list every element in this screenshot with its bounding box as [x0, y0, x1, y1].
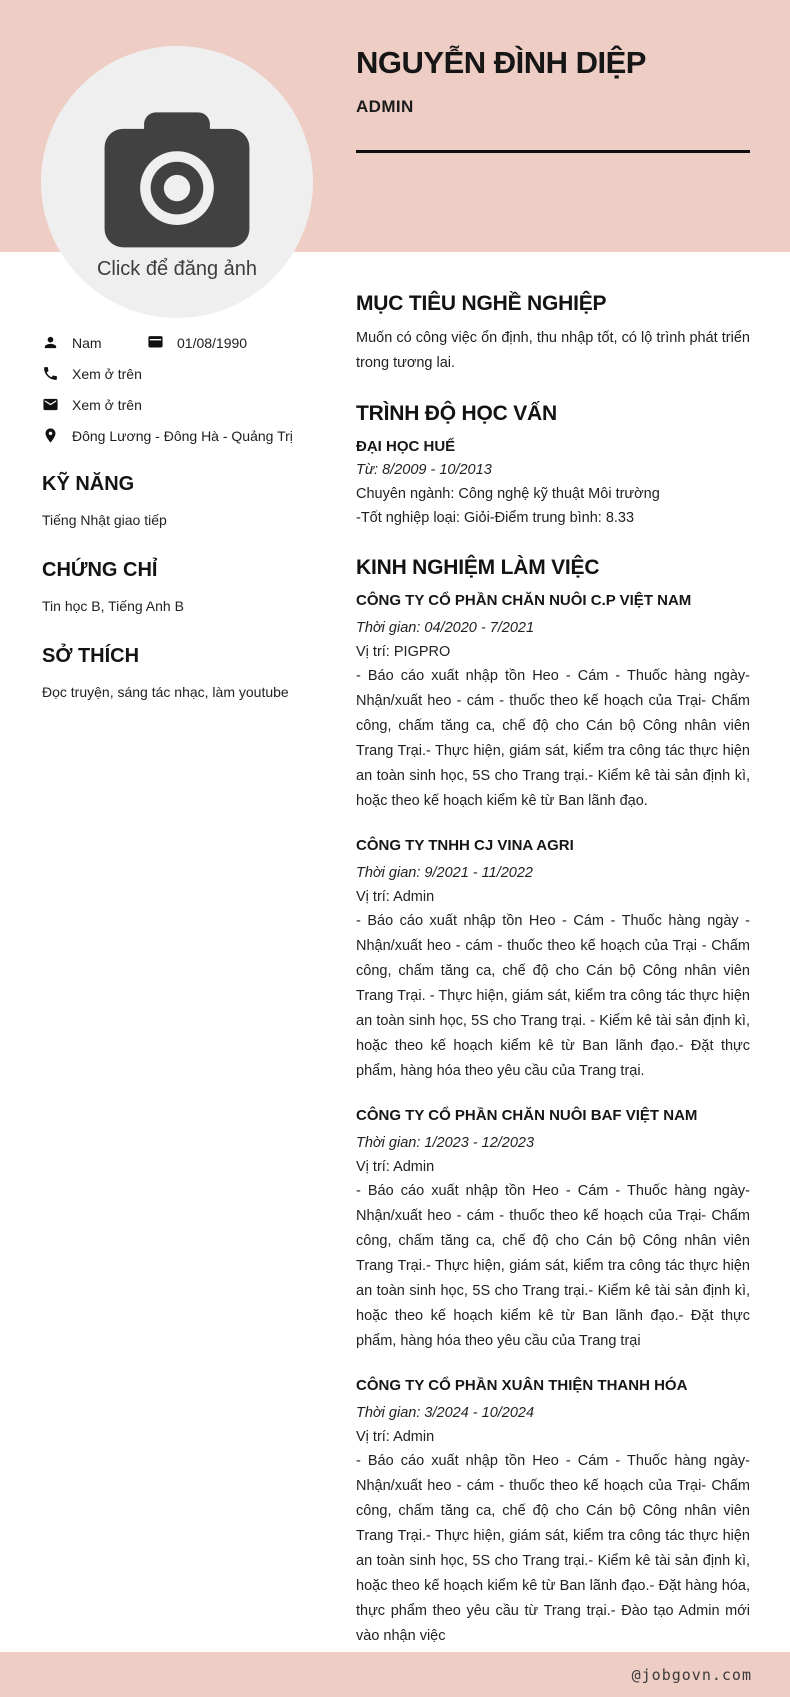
- job-description: - Báo cáo xuất nhập tồn Heo - Cám - Thuốc hàng ngày- Nhận/xuất heo - cám - thuốc theo kế hoạch của Trại- Chấm công, chấm tăng ca, chế độ cho Cán bộ Công nhân viên Trang Trại.- Thực hiện, giám sát, kiểm tra công tác thực hiện an toàn sinh học, 5S cho Trang trại.- Kiểm kê tài sản định kì, hoặc theo kế hoạch kiểm kê từ Ban lãnh đạo.- Đặt hàng hóa, thực phẩm theo yêu cầu từ Trang trại.- Đào tạo Admin mới vào nhận việc: [356, 1453, 750, 1644]
- job-company: CÔNG TY CỔ PHẦN CHĂN NUÔI BAF VIỆT NAM: [356, 1107, 698, 1124]
- objective-text: Muốn có công việc ổn định, thu nhập tốt, có lộ trình phát triển trong tương lai.: [356, 330, 750, 371]
- job-description: - Báo cáo xuất nhập tồn Heo - Cám - Thuốc hàng ngày - Nhận/xuất heo - cám - thuốc theo kế hoạch của Trại - Chấm công, chấm tăng ca, chế độ cho Cán bộ Công nhân viên Trang Trại. - Thực hiện, giám sát, kiểm tra công tác thực hiện an toàn sinh học, 5S cho Trang trại. - Kiểm kê tài sản định kì, hoặc theo kế hoạch kiểm kê từ Ban lãnh đạo.- Đặt thực phẩm, hàng hóa theo yêu cầu của Trang trại.: [356, 913, 750, 1079]
- candidate-name: NGUYỄN ĐÌNH DIỆP: [356, 45, 646, 80]
- contact-row-address: [42, 427, 320, 444]
- job-company: CÔNG TY CỔ PHẦN CHĂN NUÔI C.P VIỆT NAM: [356, 592, 692, 609]
- contact-row-phone: [42, 365, 320, 382]
- certificates-text: Tin học B, Tiếng Anh B: [42, 598, 184, 614]
- email-value: Xem ở trên: [72, 396, 142, 413]
- hobbies-text: Đọc truyện, sáng tác nhạc, làm youtube: [42, 684, 289, 700]
- watermark: @jobgovn.com: [631, 1665, 752, 1684]
- email-icon: [42, 396, 59, 413]
- job-entry: [356, 835, 750, 1084]
- job-period: Thời gian: 04/2020 - 7/2021: [356, 620, 535, 636]
- section-objective: [356, 292, 750, 376]
- job-entry: [356, 1375, 750, 1649]
- job-period: Thời gian: 1/2023 - 12/2023: [356, 1135, 535, 1151]
- footer-bar: [0, 1652, 790, 1697]
- education-school: ĐẠI HỌC HUẾ: [356, 438, 456, 455]
- section-education: [356, 402, 750, 530]
- candidate-title: ADMIN: [356, 97, 414, 117]
- main-content: [356, 292, 750, 1675]
- education-major: Chuyên ngành: Công nghệ kỹ thuật Môi trường: [356, 486, 660, 502]
- job-position: Vị trí: Admin: [356, 889, 435, 905]
- birthday-value: 01/08/1990: [177, 334, 248, 351]
- location-pin-icon: [42, 427, 59, 444]
- education-heading: TRÌNH ĐỘ HỌC VẤN: [356, 402, 557, 425]
- gender-value: Nam: [72, 334, 102, 351]
- education-period: Từ: 8/2009 - 10/2013: [356, 462, 492, 478]
- sidebar-heading-hobbies: SỞ THÍCH: [42, 645, 140, 667]
- sidebar: [42, 334, 320, 702]
- job-description: - Báo cáo xuất nhập tồn Heo - Cám - Thuốc hàng ngày- Nhận/xuất heo - cám - thuốc theo kế hoạch của Trại- Chấm công, chấm tăng ca, chế độ cho Cán bộ Công nhân viên Trang Trại.- Thực hiện, giám sát, kiểm tra công tác thực hiện an toàn sinh học, 5S cho Trang trại.- Kiểm kê tài sản định kì, hoặc theo kế hoạch kiểm kê từ Ban lãnh đạo.: [356, 668, 750, 809]
- job-entry: [356, 590, 750, 814]
- phone-value: Xem ở trên: [72, 365, 142, 382]
- photo-upload-label[interactable]: Click để đăng ảnh: [96, 258, 258, 280]
- job-position: Vị trí: Admin: [356, 1429, 435, 1445]
- job-period: Thời gian: 3/2024 - 10/2024: [356, 1405, 535, 1421]
- job-position: Vị trí: Admin: [356, 1159, 435, 1175]
- sidebar-heading-skills: KỸ NĂNG: [42, 473, 135, 495]
- job-company: CÔNG TY TNHH CJ VINA AGRI: [356, 837, 574, 854]
- person-icon: [42, 334, 59, 351]
- contact-row-gender-birthday: [42, 334, 320, 351]
- camera-icon: [98, 109, 256, 254]
- calendar-icon: [147, 334, 164, 351]
- job-entry: [356, 1105, 750, 1354]
- header-divider: [356, 150, 750, 153]
- birthday-pair: [147, 334, 247, 351]
- job-company: CÔNG TY CỔ PHẦN XUÂN THIỆN THANH HÓA: [356, 1377, 688, 1394]
- header-block: [356, 46, 750, 153]
- skills-text: Tiếng Nhật giao tiếp: [42, 512, 167, 528]
- contact-row-email: [42, 396, 320, 413]
- job-description: - Báo cáo xuất nhập tồn Heo - Cám - Thuốc hàng ngày- Nhận/xuất heo - cám - thuốc theo kế hoạch của Trại- Chấm công, chấm tăng ca, chế độ cho Cán bộ Công nhân viên Trang Trại.- Thực hiện, giám sát, kiểm tra công tác thực hiện an toàn sinh học, 5S cho Trang trại.- Kiểm kê tài sản định kì, hoặc theo kế hoạch kiểm kê từ Ban lãnh đạo.- Đặt thực phẩm, hàng hóa theo yêu cầu của Trang trại: [356, 1183, 750, 1349]
- job-period: Thời gian: 9/2021 - 11/2022: [356, 865, 533, 881]
- experience-heading: KINH NGHIỆM LÀM VIỆC: [356, 556, 600, 579]
- objective-heading: MỤC TIÊU NGHỀ NGHIỆP: [356, 292, 607, 315]
- job-position: Vị trí: PIGPRO: [356, 644, 451, 660]
- address-value: Đông Lương - Đông Hà - Quảng Trị: [72, 427, 293, 444]
- phone-icon: [42, 365, 59, 382]
- sidebar-heading-certificates: CHỨNG CHỈ: [42, 559, 158, 581]
- gender-pair: [42, 334, 147, 351]
- section-experience: [356, 556, 750, 1649]
- photo-upload-placeholder[interactable]: [41, 46, 313, 318]
- education-result: -Tốt nghiệp loại: Giỏi-Điểm trung bình: 8.33: [356, 510, 635, 526]
